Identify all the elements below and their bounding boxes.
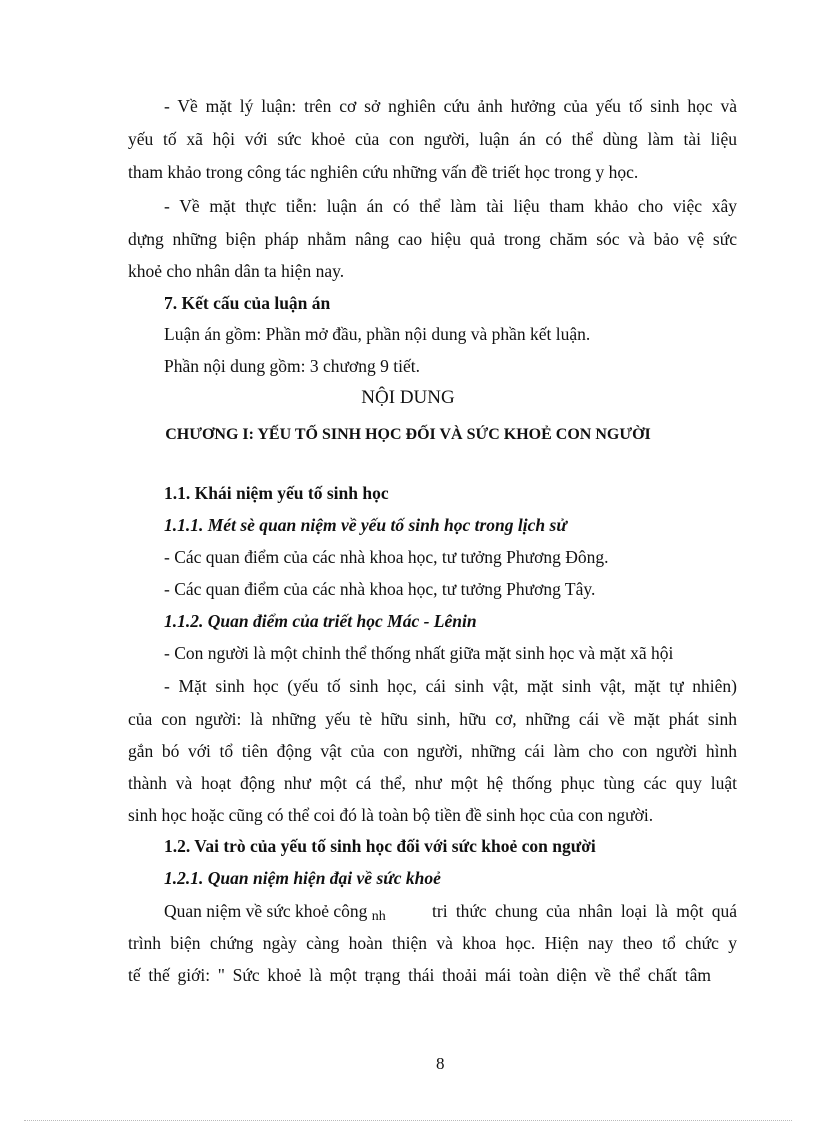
paragraph-line: - Mặt sinh học (yếu tố sinh học, cái sinh vật, mặt sinh vật, mặt tự nhiên) [164,676,737,696]
paragraph-line: thành và hoạt động như một cá thể, như một hệ thống phục tùng các quy luật [128,773,737,793]
paragraph-line: tế thế giới: " Sức khoẻ là một trạng thái thoải mái toàn diện về thể chất tâm [128,965,711,985]
paragraph-line: - Các quan điểm của các nhà khoa học, tư tưởng Phương Tây. [164,579,596,599]
content-title: NỘI DUNG [361,387,455,408]
paragraph-line: của con người: là những yếu tè hữu sinh, hữu cơ, những cái về mặt phát sinh [128,709,737,729]
paragraph-line: Luận án gồm: Phần mở đầu, phần nội dung và phần kết luận. [164,324,591,344]
text-fragment: Quan niệm về sức khoẻ công [164,901,368,921]
paragraph-line: - Con người là một chỉnh thể thống nhất giữa mặt sinh học và mặt xã hội [164,643,674,663]
paragraph-line: tham khảo trong công tác nghiên cứu những vấn đề triết học trong y học. [128,162,639,182]
subsection-heading: 1.2.1. Quan niệm hiện đại về sức khoẻ [164,868,441,888]
paragraph-line: Phần nội dung gồm: 3 chương 9 tiết. [164,356,420,376]
section-heading: 7. Kết cấu của luận án [164,293,331,313]
text-fragment-subscript: nh [371,909,386,924]
section-heading: 1.2. Vai trò của yếu tố sinh học đối với sức khoẻ con người [164,836,596,856]
page-number: 8 [436,1054,445,1073]
paragraph-line: yếu tố xã hội với sức khoẻ của con người, luận án có thể dùng làm tài liệu [128,129,737,149]
chapter-title: CHƯƠNG I: YẾU TỐ SINH HỌC ĐỐI VÀ SỨC KHOẺ CON NGƯỜI [165,426,651,443]
paragraph-line: tri thức chung của nhân loại là một quá [432,901,737,921]
paragraph-line: - Về mặt thực tiễn: luận án có thể làm tài liệu tham khảo cho việc xây [164,196,737,216]
paragraph-line: - Các quan điểm của các nhà khoa học, tư tưởng Phương Đông. [164,547,609,567]
paragraph-line [164,900,386,925]
subsection-heading: 1.1.1. Mét sè quan niệm về yếu tố sinh học trong lịch sử [164,515,567,535]
paragraph-line: - Về mặt lý luận: trên cơ sở nghiên cứu ảnh hưởng của yếu tố sinh học và [164,96,737,116]
page-bottom-divider [24,1120,792,1121]
paragraph-line: trình biện chứng ngày càng hoàn thiện và khoa học. Hiện nay theo tổ chức y [128,933,737,953]
section-heading: 1.1. Khái niệm yếu tố sinh học [164,483,389,503]
subsection-heading: 1.1.2. Quan điểm của triết học Mác - Lênin [164,611,477,631]
paragraph-line: sinh học hoặc cũng có thể coi đó là toàn bộ tiền đề sinh học của con người. [128,805,654,825]
paragraph-line: dựng những biện pháp nhằm nâng cao hiệu quả trong chăm sóc và bảo vệ sức [128,229,737,249]
paragraph-line: gắn bó với tổ tiên động vật của con người, những cái làm cho con người hình [128,741,737,761]
paragraph-line: khoẻ cho nhân dân ta hiện nay. [128,261,345,281]
